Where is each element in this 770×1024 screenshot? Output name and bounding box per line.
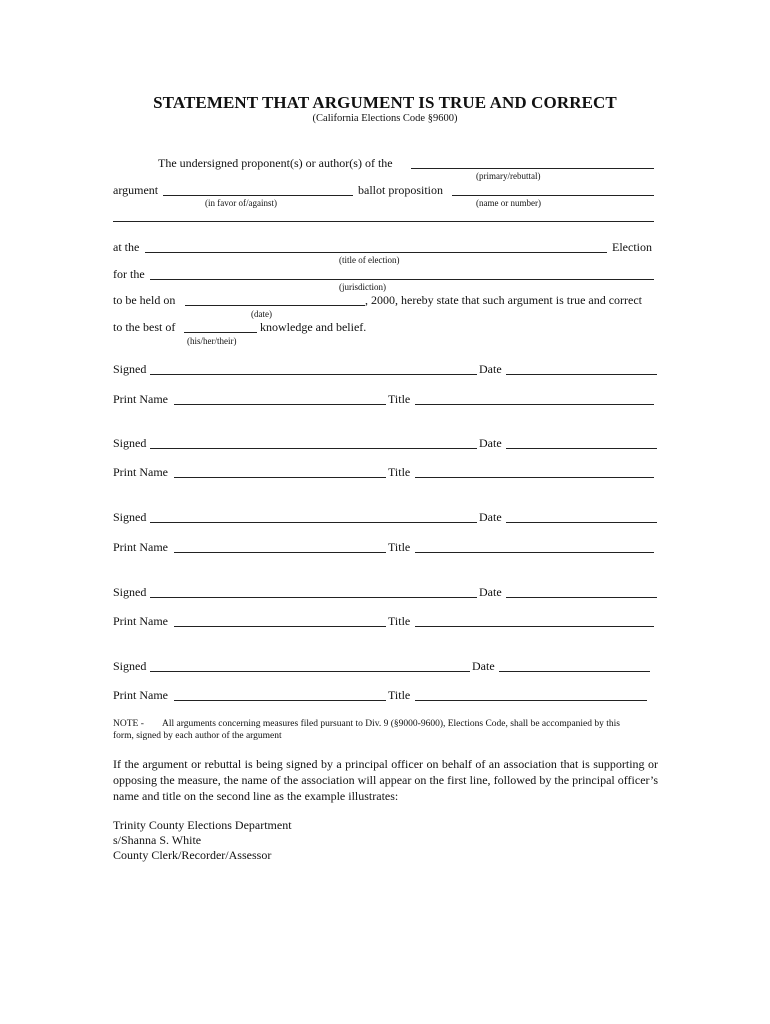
title-field[interactable] bbox=[415, 477, 654, 478]
jurisdiction-field[interactable] bbox=[150, 279, 654, 280]
signed-field[interactable] bbox=[150, 671, 470, 672]
signed-field[interactable] bbox=[150, 597, 477, 598]
sign-date-field[interactable] bbox=[506, 448, 657, 449]
signed-label: Signed bbox=[113, 585, 147, 599]
print-name-label: Print Name bbox=[113, 614, 168, 628]
association-paragraph: If the argument or rebuttal is being signed by a principal officer on behalf of an association that is supporting or opposing the measure, the name of the association will appear on the first line, followed by the principal officer’s name and title on the second line as the example illustrates: bbox=[113, 757, 658, 803]
proposition-continuation-field[interactable] bbox=[113, 221, 654, 222]
date-field[interactable] bbox=[185, 305, 365, 306]
title-label: Title bbox=[388, 540, 411, 554]
his-her-their-field[interactable] bbox=[184, 332, 257, 333]
print-name-field[interactable] bbox=[174, 552, 386, 553]
print-name-label: Print Name bbox=[113, 465, 168, 479]
page-subtitle: (California Elections Code §9600) bbox=[312, 113, 458, 124]
title-label: Title bbox=[388, 614, 411, 628]
in-favor-against-hint: (in favor of/against) bbox=[205, 198, 277, 208]
title-field[interactable] bbox=[415, 700, 647, 701]
sign-date-field[interactable] bbox=[506, 522, 657, 523]
page-title: STATEMENT THAT ARGUMENT IS TRUE AND CORRECT bbox=[153, 93, 617, 112]
title-label: Title bbox=[388, 688, 411, 702]
knowledge-label: knowledge and belief. bbox=[260, 320, 367, 334]
election-label: Election bbox=[612, 240, 652, 254]
note-text-line2: form, signed by each author of the argument bbox=[113, 731, 282, 741]
title-of-election-field[interactable] bbox=[145, 252, 607, 253]
print-name-label: Print Name bbox=[113, 688, 168, 702]
print-name-label: Print Name bbox=[113, 392, 168, 406]
example-signature: s/Shanna S. White bbox=[113, 833, 202, 847]
title-field[interactable] bbox=[415, 626, 654, 627]
proponent-label: The undersigned proponent(s) or author(s) of the bbox=[158, 156, 393, 170]
signed-field[interactable] bbox=[150, 374, 477, 375]
signed-field[interactable] bbox=[150, 522, 477, 523]
print-name-field[interactable] bbox=[174, 404, 386, 405]
title-label: Title bbox=[388, 392, 411, 406]
print-name-label: Print Name bbox=[113, 540, 168, 554]
date-hint: (date) bbox=[251, 309, 272, 319]
print-name-field[interactable] bbox=[174, 700, 386, 701]
at-the-label: at the bbox=[113, 240, 140, 254]
sign-date-field[interactable] bbox=[506, 374, 657, 375]
example-association: Trinity County Elections Department bbox=[113, 818, 292, 832]
date-label: Date bbox=[479, 436, 502, 450]
date-label: Date bbox=[472, 659, 495, 673]
for-the-label: for the bbox=[113, 267, 145, 281]
signed-field[interactable] bbox=[150, 448, 477, 449]
date-label: Date bbox=[479, 585, 502, 599]
note-text-line1: All arguments concerning measures filed pursuant to Div. 9 (§9000-9600), Elections Code, shall be accompanied by this bbox=[162, 719, 621, 729]
to-be-held-on-label: to be held on bbox=[113, 293, 176, 307]
primary-rebuttal-hint: (primary/rebuttal) bbox=[476, 171, 541, 181]
his-her-their-hint: (his/her/their) bbox=[187, 336, 237, 346]
title-label: Title bbox=[388, 465, 411, 479]
jurisdiction-hint: (jurisdiction) bbox=[339, 282, 386, 292]
primary-rebuttal-field[interactable] bbox=[411, 168, 654, 169]
date-label: Date bbox=[479, 362, 502, 376]
signed-label: Signed bbox=[113, 362, 147, 376]
signed-label: Signed bbox=[113, 510, 147, 524]
sign-date-field[interactable] bbox=[506, 597, 657, 598]
sign-date-field[interactable] bbox=[499, 671, 650, 672]
held-statement: , 2000, hereby state that such argument is true and correct bbox=[365, 293, 643, 307]
argument-label: argument bbox=[113, 183, 159, 197]
to-the-best-of-label: to the best of bbox=[113, 320, 176, 334]
date-label: Date bbox=[479, 510, 502, 524]
example-title: County Clerk/Recorder/Assessor bbox=[113, 848, 272, 862]
note-label: NOTE - bbox=[113, 719, 144, 729]
name-number-hint: (name or number) bbox=[476, 198, 541, 208]
print-name-field[interactable] bbox=[174, 626, 386, 627]
ballot-proposition-label: ballot proposition bbox=[358, 183, 443, 197]
title-of-election-hint: (title of election) bbox=[339, 255, 400, 265]
print-name-field[interactable] bbox=[174, 477, 386, 478]
title-field[interactable] bbox=[415, 404, 654, 405]
ballot-proposition-field[interactable] bbox=[452, 195, 654, 196]
signed-label: Signed bbox=[113, 436, 147, 450]
in-favor-against-field[interactable] bbox=[163, 195, 353, 196]
title-field[interactable] bbox=[415, 552, 654, 553]
signed-label: Signed bbox=[113, 659, 147, 673]
